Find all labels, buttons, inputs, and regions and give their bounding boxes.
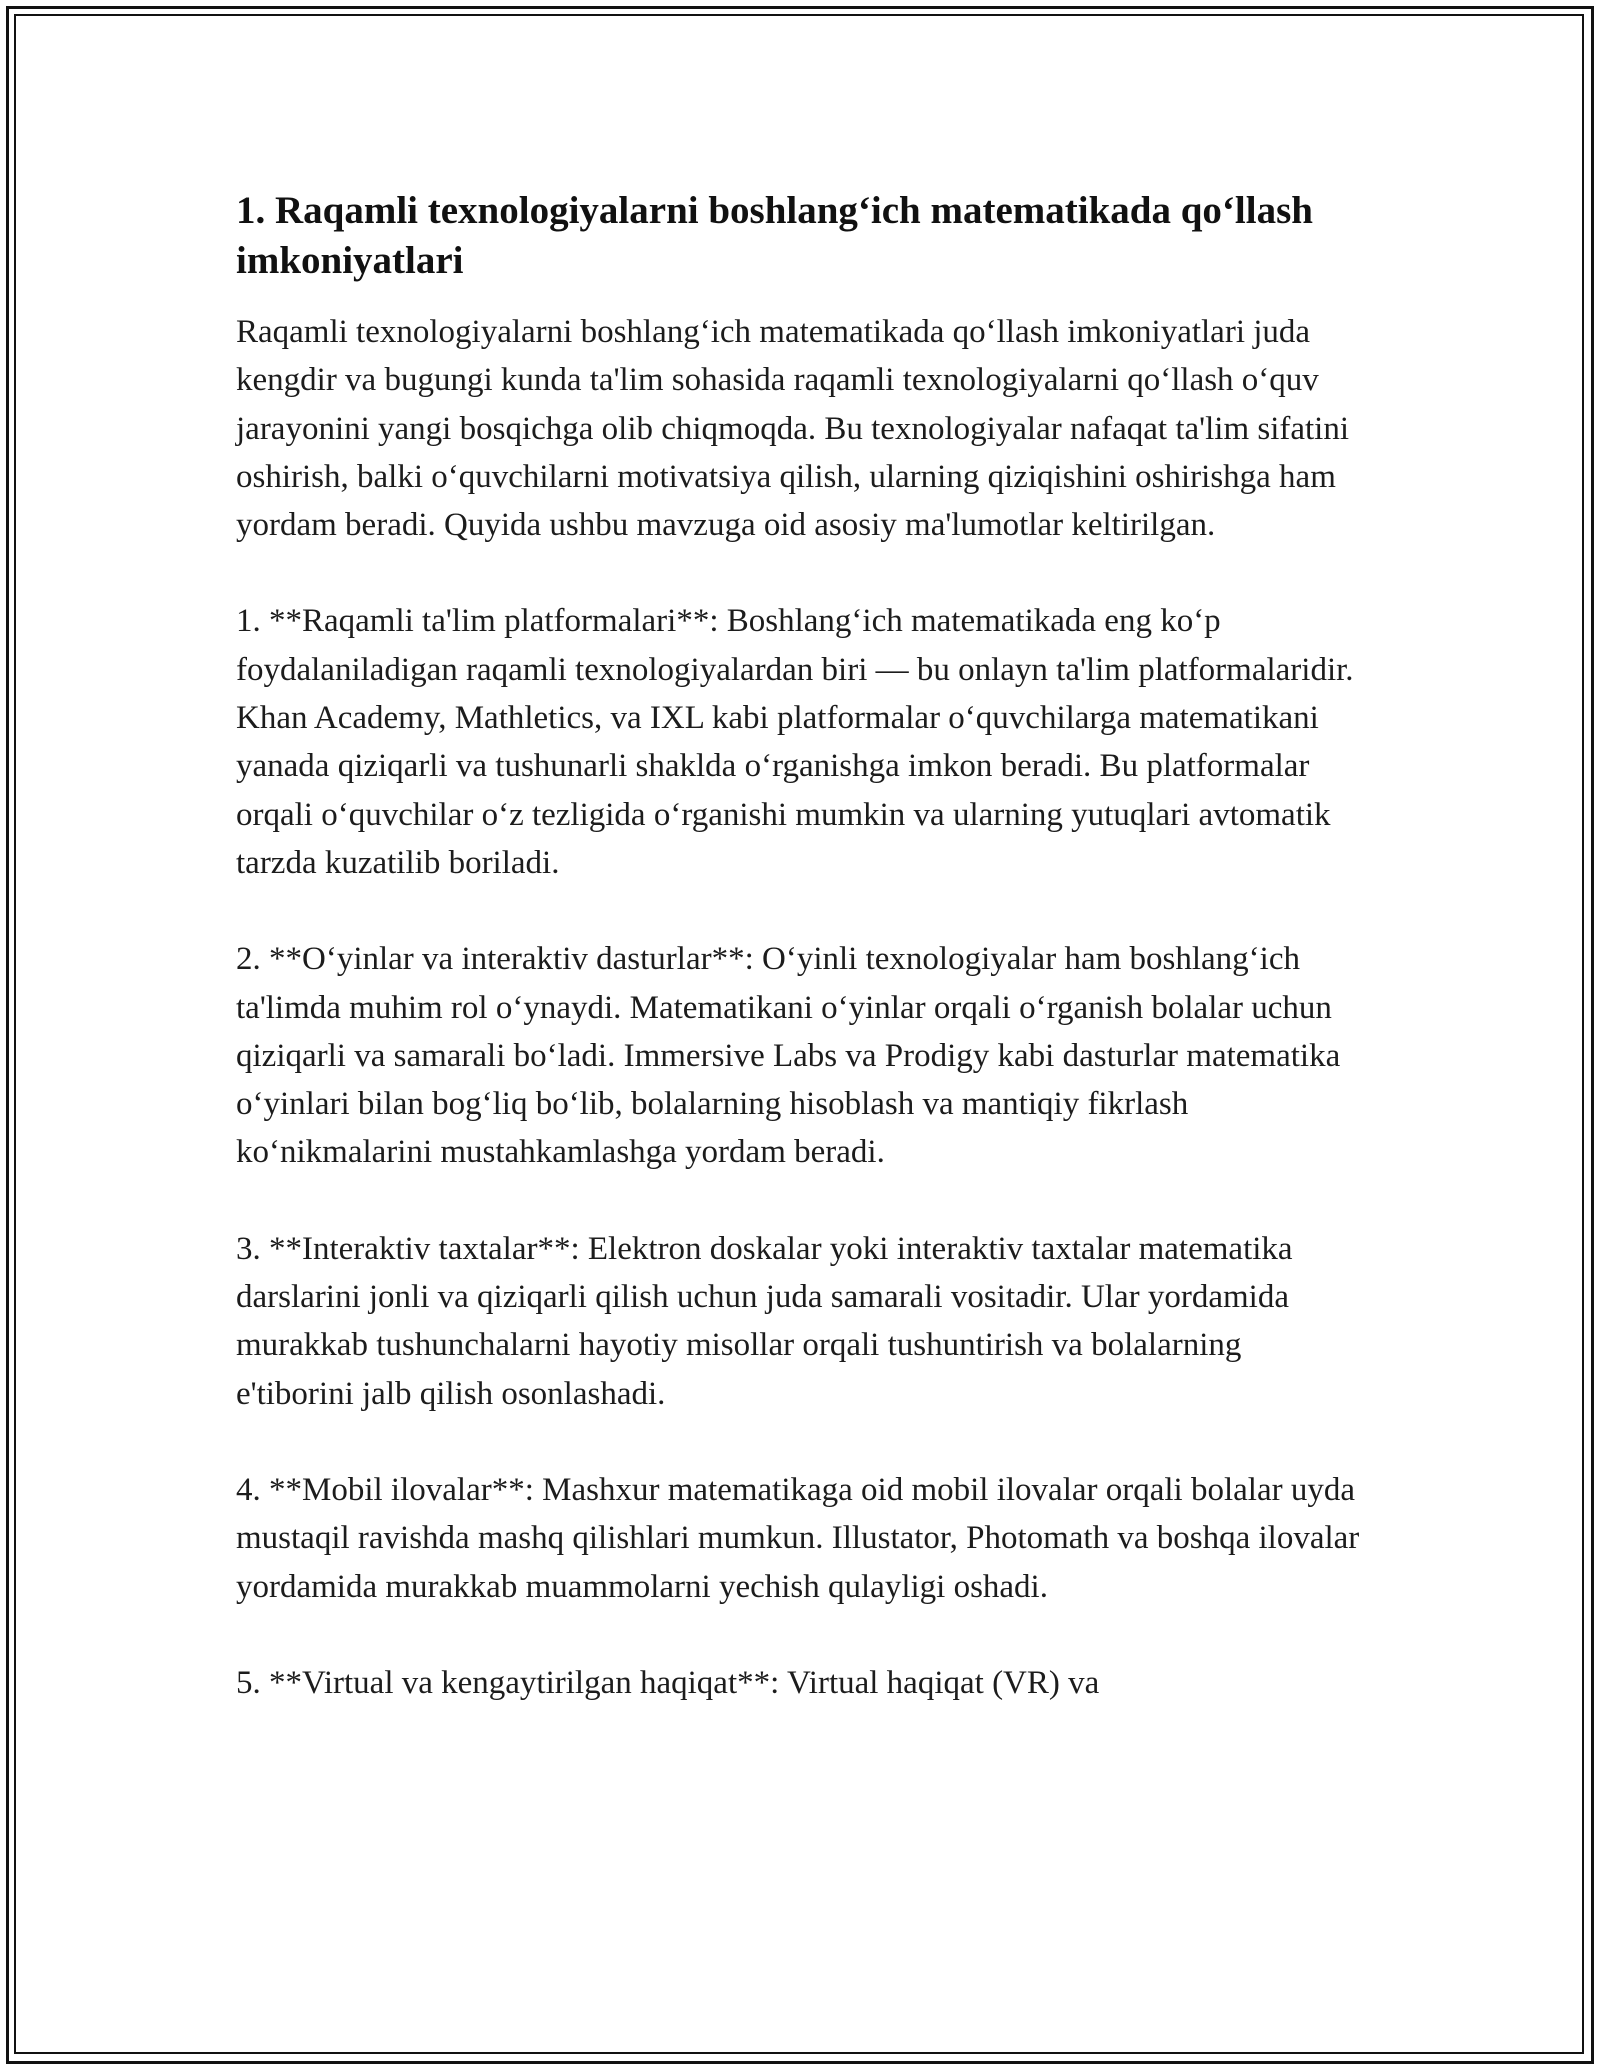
list-item-games-interactive-programs: 2. **O‘yinlar va interaktiv dasturlar**: O‘yinli texnologiyalar ham boshlang‘ich ta'limda muhim rol o‘ynaydi. Matematikani o‘yinlar orqali o‘rganish bolalar uchun qiziqarli va samarali bo‘ladi. Immersive Labs va Prodigy kabi dasturlar matematika o‘yinlari bilan bog‘liq bo‘lib, bolalarning hisoblash va mantiqiy fikrlash ko‘nikmalarini mustahkamlashga yordam beradi. <box>236 941 1341 1171</box>
list-item-mobile-apps: 4. **Mobil ilovalar**: Mashxur matematikaga oid mobil ilovalar orqali bolalar uyda mustaqil ravishda mashq qilishlari mumkun. Illustator, Photomath va boshqa ilovalar yordamida murakkab muammolarni yechish qulayligi oshadi. <box>236 1471 1360 1605</box>
section-heading: 1. Raqamli texnologiyalarni boshlang‘ich matematikada qo‘llash imkoniyatlari <box>236 189 1313 282</box>
list-item-virtual-augmented-reality: 5. **Virtual va kengaytirilgan haqiqat**: Virtual haqiqat (VR) va <box>236 1664 1100 1701</box>
list-item-digital-platforms: 1. **Raqamli ta'lim platformalari**: Boshlang‘ich matematikada eng ko‘p foydalaniladigan raqamli texnologiyalardan biri — bu onlayn ta'lim platformalaridir. Khan Academy, Mathletics, va IXL kabi platformalar o‘quvchilarga matematikani yanada qiziqarli va tushunarli shaklda o‘rganishga imkon beradi. Bu platformalar orqali o‘quvchilar o‘z tezligida o‘rganishi mumkin va ularning yutuqlari avtomatik tarzda kuzatilib boriladi. <box>236 603 1354 881</box>
list-item-interactive-boards: 3. **Interaktiv taxtalar**: Elektron doskalar yoki interaktiv taxtalar matematika darslarini jonli va qiziqarli qilish uchun juda samarali vositadir. Ular yordamida murakkab tushunchalarni hayotiy misollar orqali tushuntirish va bolalarning e'tiborini jalb qilish osonlashadi. <box>236 1230 1293 1412</box>
intro-paragraph: Raqamli texnologiyalarni boshlang‘ich matematikada qo‘llash imkoniyatlari juda kengdir va bugungi kunda ta'lim sohasida raqamli texnologiyalarni qo‘llash o‘quv jarayonini yangi bosqichga olib chiqmoqda. Bu texnologiyalar nafaqat ta'lim sifatini oshirish, balki o‘quvchilarni motivatsiya qilish, ularning qiziqishini oshirishga ham yordam beradi. Quyida ushbu mavzuga oid asosiy ma'lumotlar keltirilgan. <box>236 314 1350 544</box>
document-body <box>236 186 1366 1755</box>
